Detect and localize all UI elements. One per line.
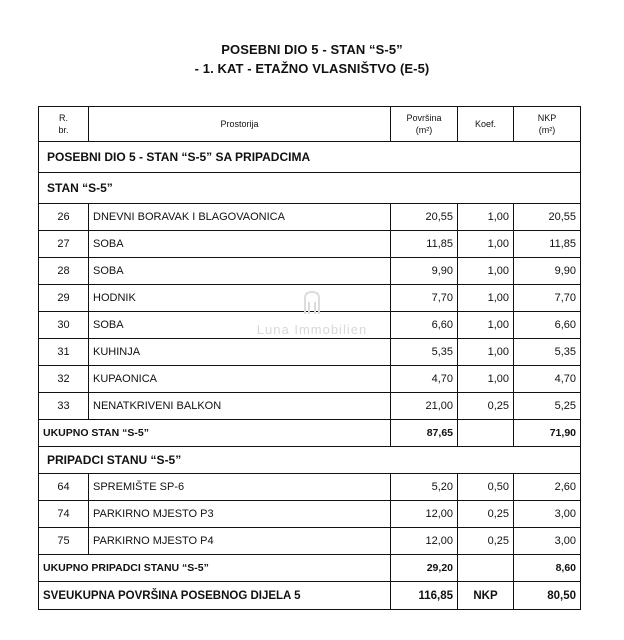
room-name: NENATKRIVENI BALKON [89, 393, 391, 420]
table-row [39, 339, 581, 366]
section-main-row [39, 142, 581, 173]
room-area: 12,00 [391, 528, 458, 555]
watermark [232, 288, 392, 337]
stan-total-row-label: UKUPNO STAN “S-5” [39, 420, 391, 447]
row-number: 28 [39, 258, 89, 285]
room-nkp: 3,00 [514, 528, 581, 555]
room-name: SPREMIŠTE SP-6 [89, 474, 391, 501]
table-row [39, 474, 581, 501]
room-nkp: 11,85 [514, 231, 581, 258]
room-name: SOBA [89, 231, 391, 258]
row-number: 31 [39, 339, 89, 366]
grand-total-row-area: 116,85 [391, 582, 458, 610]
table-row [39, 501, 581, 528]
document-subtitle: - 1. KAT - ETAŽNO VLASNIŠTVO (E-5) [194, 61, 430, 76]
room-coefficient: 0,25 [458, 528, 514, 555]
grand-total-row-label: SVEUKUPNA POVRŠINA POSEBNOG DIJELA 5 [39, 582, 391, 610]
room-area: 7,70 [391, 285, 458, 312]
header-rbr: R. br. [39, 107, 89, 142]
row-number: 64 [39, 474, 89, 501]
pripadci-total-row-label: UKUPNO PRIPADCI STANU “S-5” [39, 555, 391, 582]
room-nkp: 2,60 [514, 474, 581, 501]
room-name: DNEVNI BORAVAK I BLAGOVAONICA [89, 204, 391, 231]
room-coefficient: 1,00 [458, 204, 514, 231]
table-row [39, 393, 581, 420]
room-coefficient: 1,00 [458, 258, 514, 285]
room-nkp: 7,70 [514, 285, 581, 312]
grand-total-row-nkp: 80,50 [514, 582, 581, 610]
room-nkp: 4,70 [514, 366, 581, 393]
stan-total-row-area: 87,65 [391, 420, 458, 447]
table-header [39, 107, 581, 142]
room-area: 12,00 [391, 501, 458, 528]
row-number: 33 [39, 393, 89, 420]
row-number: 75 [39, 528, 89, 555]
table-row [39, 204, 581, 231]
room-name: HODNIK [89, 285, 391, 312]
grand-total-row-coefficient: NKP [458, 582, 514, 610]
table-row [39, 231, 581, 258]
room-area: 20,55 [391, 204, 458, 231]
table-row [39, 528, 581, 555]
room-nkp: 5,25 [514, 393, 581, 420]
document-title: POSEBNI DIO 5 - STAN “S-5” [221, 42, 403, 57]
section-pripadci-row [39, 447, 581, 474]
header-koef: Koef. [458, 107, 514, 142]
area-table [38, 106, 581, 610]
section-main-label: POSEBNI DIO 5 - STAN “S-5” SA PRIPADCIMA [39, 142, 581, 173]
room-coefficient: 0,25 [458, 393, 514, 420]
header-povrsina: Površina (m²) [391, 107, 458, 142]
room-name: KUHINJA [89, 339, 391, 366]
stan-total-row-nkp: 71,90 [514, 420, 581, 447]
room-area: 9,90 [391, 258, 458, 285]
watermark-logo-icon [297, 288, 327, 318]
header-nkp: NKP (m²) [514, 107, 581, 142]
pripadci-total-row-coefficient [458, 555, 514, 582]
row-number: 26 [39, 204, 89, 231]
table-row [39, 258, 581, 285]
room-name: SOBA [89, 258, 391, 285]
room-coefficient: 0,25 [458, 501, 514, 528]
room-name: SOBA [89, 312, 391, 339]
section-pripadci-label: PRIPADCI STANU “S-5” [39, 447, 581, 474]
room-coefficient: 1,00 [458, 366, 514, 393]
stan-total-row [39, 420, 581, 447]
room-name: PARKIRNO MJESTO P3 [89, 501, 391, 528]
pripadci-total-row-area: 29,20 [391, 555, 458, 582]
room-coefficient: 1,00 [458, 231, 514, 258]
room-name: KUPAONICA [89, 366, 391, 393]
watermark-text: Luna Immobilien [256, 322, 368, 337]
table-row [39, 366, 581, 393]
room-coefficient: 1,00 [458, 339, 514, 366]
row-number: 30 [39, 312, 89, 339]
room-nkp: 3,00 [514, 501, 581, 528]
room-area: 4,70 [391, 366, 458, 393]
room-area: 11,85 [391, 231, 458, 258]
room-area: 21,00 [391, 393, 458, 420]
room-area: 6,60 [391, 312, 458, 339]
row-number: 32 [39, 366, 89, 393]
section-stan-row [39, 173, 581, 204]
room-coefficient: 1,00 [458, 285, 514, 312]
room-nkp: 6,60 [514, 312, 581, 339]
section-stan-label: STAN “S-5” [39, 173, 581, 204]
room-nkp: 9,90 [514, 258, 581, 285]
row-number: 74 [39, 501, 89, 528]
room-nkp: 5,35 [514, 339, 581, 366]
room-coefficient: 1,00 [458, 312, 514, 339]
room-name: PARKIRNO MJESTO P4 [89, 528, 391, 555]
row-number: 27 [39, 231, 89, 258]
room-area: 5,35 [391, 339, 458, 366]
row-number: 29 [39, 285, 89, 312]
pripadci-total-row-nkp: 8,60 [514, 555, 581, 582]
grand-total-row [39, 582, 581, 610]
room-area: 5,20 [391, 474, 458, 501]
room-nkp: 20,55 [514, 204, 581, 231]
header-prostorija: Prostorija [89, 107, 391, 142]
room-coefficient: 0,50 [458, 474, 514, 501]
pripadci-total-row [39, 555, 581, 582]
stan-total-row-coefficient [458, 420, 514, 447]
